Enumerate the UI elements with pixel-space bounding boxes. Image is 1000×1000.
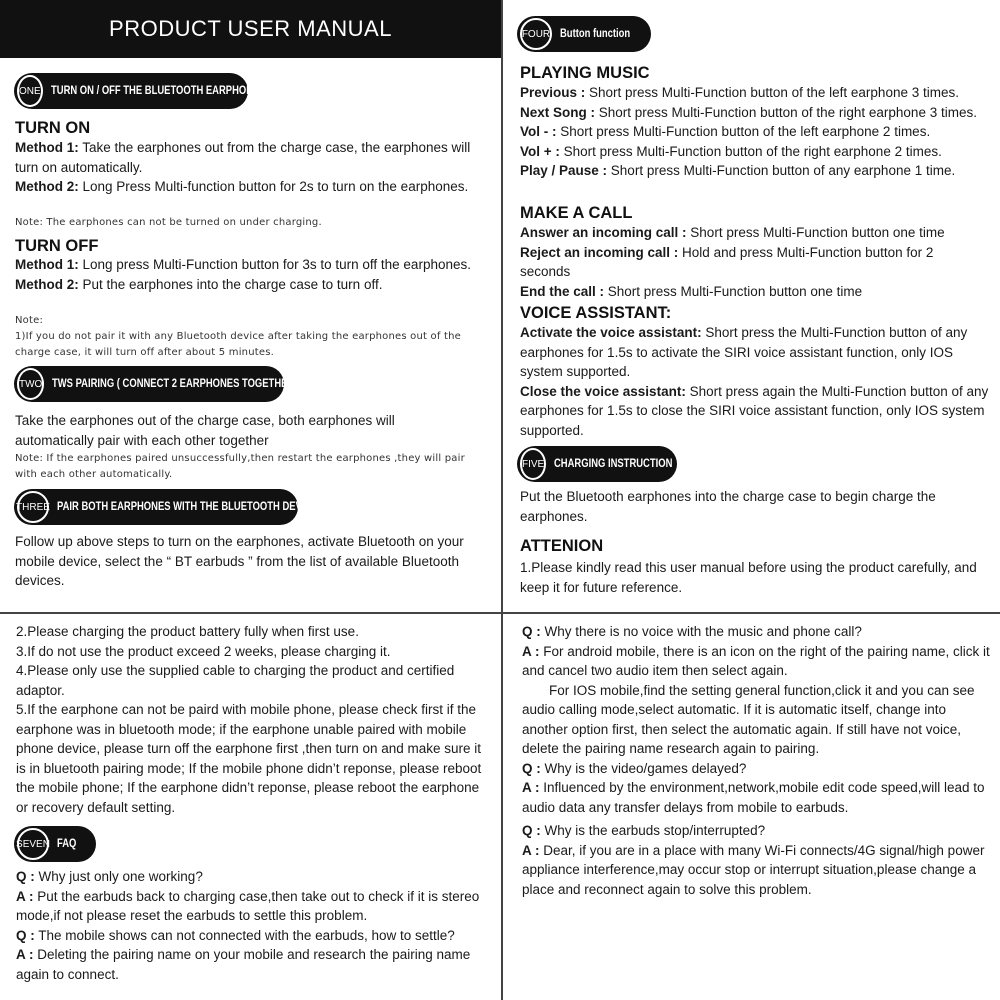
faq-list: [16, 867, 486, 984]
voice-assistant-list: [520, 323, 990, 440]
attention-item: 4.Please only use the supplied cable to charging the product and certified adaptor.: [16, 663, 455, 698]
method-label: Method 2:: [15, 179, 79, 194]
method-label: Method 1:: [15, 257, 79, 272]
turn-off-methods: [15, 255, 480, 294]
section-five-badge: [517, 446, 677, 482]
section-title: FAQ: [57, 838, 77, 850]
faq-answer: Dear, if you are in a place with many Wi-Fi connects/4G signal/high power appliance interference,may occur stop or interrupt situation,please change a place and reconnect again to solve this problem.: [522, 842, 985, 897]
faq-list-continued: [522, 622, 992, 899]
method-text: Long Press Multi-function button for 2s to turn on the earphones.: [78, 179, 469, 194]
faq-q-label: Q :: [522, 624, 541, 639]
control-label: Reject an incoming call :: [520, 244, 679, 260]
panel-bottom-left: [0, 614, 501, 1000]
section-title: TWS PAIRING ( CONNECT 2 EARPHONES TOGETHER): [52, 378, 298, 390]
section-seven-badge: [14, 826, 96, 862]
control-text: Short press Multi-Function button of the left earphone 3 times.: [585, 85, 959, 100]
control-label: Next Song :: [520, 104, 596, 120]
section-number: ONE: [17, 75, 43, 107]
section-title: CHARGING INSTRUCTION: [554, 458, 673, 470]
turn-on-heading: TURN ON: [15, 119, 91, 137]
faq-question: The mobile shows can not connected with the earbuds, how to settle?: [34, 927, 455, 943]
turn-on-methods: [15, 138, 480, 197]
method-text: Put the earphones into the charge case to turn off.: [78, 276, 383, 292]
section-number: FIVE: [520, 448, 546, 480]
turn-off-note: [15, 313, 485, 361]
faq-a-label: A :: [522, 780, 540, 795]
section-number: THREE: [17, 491, 49, 523]
control-text: Short press Multi-Function button of the left earphone 2 times.: [556, 124, 931, 139]
note-label: Note:: [15, 315, 44, 326]
control-text: Hold and press Multi-Function button for 2 seconds: [520, 244, 934, 279]
control-text: Short press Multi-Function button of any earphone 1 time.: [607, 163, 956, 178]
playing-music-heading: PLAYING MUSIC: [520, 64, 650, 82]
attention-heading: ATTENION: [520, 537, 604, 555]
control-label: Vol + :: [520, 143, 560, 159]
playing-music-list: [520, 83, 990, 181]
control-text: Short press again the Multi-Function button of any earphones for 1.5s to close the SIRI voice assistant function, only IOS system supported.: [520, 383, 989, 438]
control-label: Activate the voice assistant:: [520, 325, 702, 340]
control-text: Short press Multi-Function button one time: [686, 225, 945, 240]
section-three-badge: [14, 489, 318, 525]
control-text: Short press Multi-Function button of the right earphone 2 times.: [559, 143, 942, 159]
faq-q-label: Q :: [16, 927, 35, 943]
attention-item: 1.Please kindly read this user manual before using the product carefully, and keep it for future reference.: [520, 560, 977, 595]
control-label: Previous :: [520, 85, 586, 100]
faq-q-label: Q :: [16, 869, 35, 884]
control-text: Short press Multi-Function button of the right earphone 3 times.: [595, 104, 977, 120]
turn-on-note: Note: The earphones can not be turned on under charging.: [15, 217, 322, 228]
voice-assistant-heading: VOICE ASSISTANT:: [520, 304, 672, 322]
section-one-badge: [14, 73, 260, 109]
control-label: Close the voice assistant:: [520, 383, 686, 399]
attention-item: 2.Please charging the product battery fully when first use.: [16, 624, 359, 639]
tws-text: Take the earphones out of the charge case, both earphones will automatically pair with each other together: [15, 413, 395, 448]
faq-a-label: A :: [16, 888, 34, 904]
method-label: Method 2:: [15, 276, 79, 292]
method-text: Long press Multi-Function button for 3s to turn off the earphones.: [78, 257, 471, 272]
control-label: Answer an incoming call :: [520, 225, 687, 240]
charging-text: Put the Bluetooth earphones into the charge case to begin charge the earphones.: [520, 489, 936, 524]
faq-a-label: A :: [522, 842, 540, 858]
faq-question: Why is the earbuds stop/interrupted?: [540, 823, 766, 838]
tws-note: Note: If the earphones paired unsuccessfully,then restart the earphones ,they will pair with each other automatically.: [15, 453, 465, 480]
make-call-list: [520, 223, 980, 301]
panel-bottom-right: [503, 614, 1000, 1000]
faq-question: Why there is no voice with the music and phone call?: [540, 624, 862, 639]
control-label: Play / Pause :: [520, 163, 608, 178]
section-two-badge: [14, 366, 298, 402]
faq-a-label: A :: [16, 947, 34, 962]
section-number: TWO: [17, 368, 44, 400]
pair-device-text: Follow up above steps to turn on the earphones, activate Bluetooth on your mobile device, select the “ BT earbuds ” from the list of available Bluetooth devices.: [15, 534, 464, 588]
faq-answer-ios: For IOS mobile,find the setting general function,click it and you can see audio calling mode,select automatic. If it is automatic itself, change into another option first, then select the automatic again. If still have not voice, delete the pairing name research again to pairing.: [522, 682, 975, 756]
faq-answer: For android mobile, there is an icon on the right of the pairing name, click it and cancel two audio item then select again.: [522, 643, 990, 678]
turn-off-heading: TURN OFF: [15, 237, 99, 255]
attention-list: [16, 622, 486, 817]
section-number: FOUR: [520, 18, 552, 50]
make-call-heading: MAKE A CALL: [520, 204, 633, 222]
method-text: Take the earphones out from the charge case, the earphones will turn on automatically.: [15, 140, 471, 175]
control-label: Vol - :: [520, 124, 557, 139]
panel-top-left: [0, 0, 501, 612]
faq-q-label: Q :: [522, 760, 541, 776]
attention-item: 5.If the earphone can not be paird with mobile phone, please check first if the earphone was in bluetooth mode; if the earphone unable paired with mobile phone device, please turn off the earphone first ,then turn on and make sure it is in bluetooth pairing mode; If the mobile phone didn’t reponse, please reboot the mobile phone; If the earphone didn’t reponse, please reboot the earphone or recovery default setting.: [16, 702, 482, 815]
faq-answer: Put the earbuds back to charging case,then take out to check if it is stereo mode,if not please reset the earbuds to settle this problem.: [16, 888, 480, 923]
control-text: Short press Multi-Function button one time: [604, 283, 863, 299]
faq-question: Why is the video/games delayed?: [540, 760, 747, 776]
control-label: End the call :: [520, 283, 605, 299]
method-label: Method 1:: [15, 140, 79, 155]
section-four-badge: [517, 16, 651, 52]
faq-a-label: A :: [522, 643, 540, 659]
section-title: TURN ON / OFF THE BLUETOOTH EARPHONE: [50, 85, 260, 97]
faq-q-label: Q :: [522, 823, 541, 838]
panel-top-right: [503, 0, 1000, 612]
note-text: 1)If you do not pair it with any Bluetooth device after taking the earphones out of the charge case, it will turn off after about 5 minutes.: [15, 331, 461, 358]
attention-item: 3.If do not use the product exceed 2 weeks, please charging it.: [16, 643, 391, 659]
control-text: Short press the Multi-Function button of any earphones for 1.5s to activate the SIRI voice assistant function, only IOS system supported.: [520, 325, 968, 379]
section-title: PAIR BOTH EARPHONES WITH THE BLUETOOTH DEVICE: [57, 501, 318, 513]
faq-question: Why just only one working?: [34, 869, 203, 884]
section-number: SEVEN: [17, 828, 49, 860]
faq-answer: Influenced by the environment,network,mobile edit code speed,will lead to audio data any transfer delays from mobile to earbuds.: [522, 780, 985, 815]
faq-answer: Deleting the pairing name on your mobile and research the pairing name again to connect.: [16, 947, 471, 982]
manual-title: PRODUCT USER MANUAL: [0, 0, 501, 58]
section-title: Button function: [560, 28, 631, 40]
